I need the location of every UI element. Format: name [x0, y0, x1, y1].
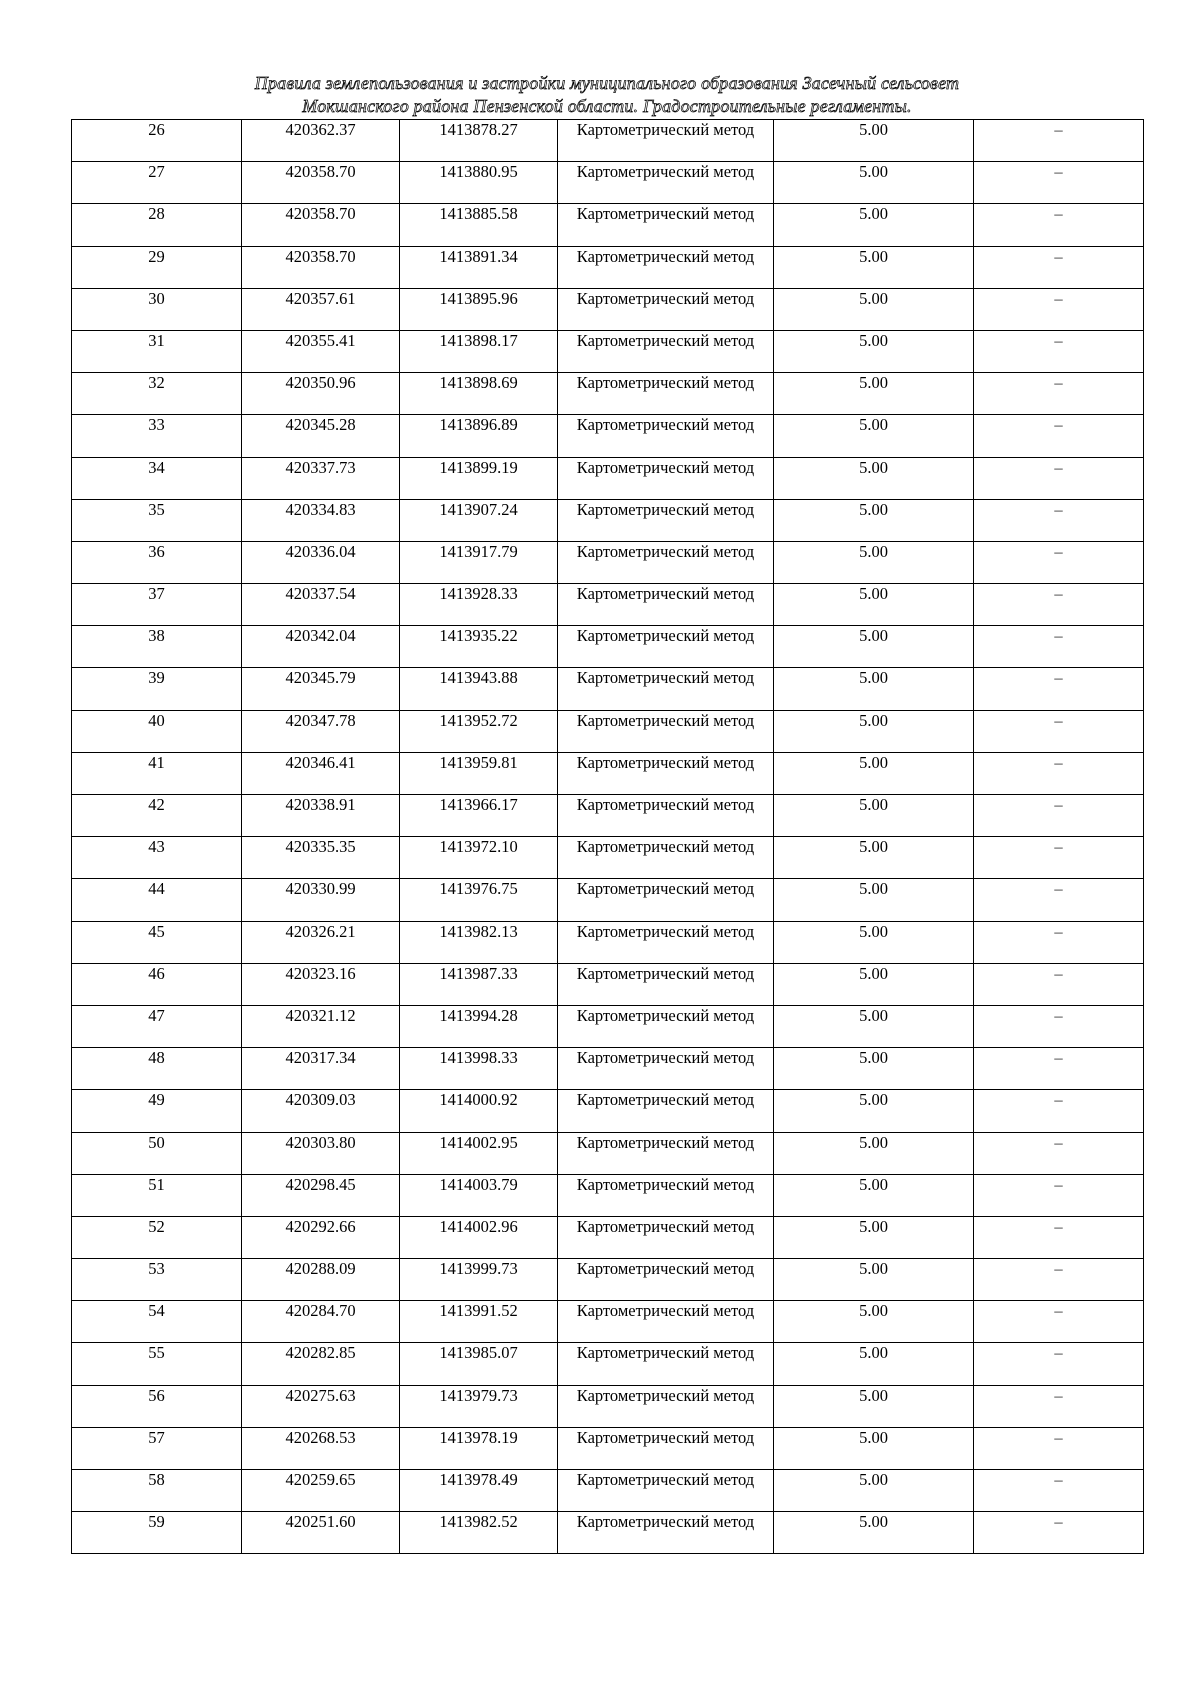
y-coordinate-cell: 1413999.73 — [400, 1259, 558, 1301]
method-cell: Картометрический метод — [558, 584, 774, 626]
point-number-cell: 36 — [72, 541, 242, 583]
x-coordinate-cell: 420330.99 — [242, 879, 400, 921]
note-cell: – — [974, 1090, 1144, 1132]
method-cell: Картометрический метод — [558, 1301, 774, 1343]
accuracy-cell: 5.00 — [774, 373, 974, 415]
y-coordinate-cell: 1413935.22 — [400, 626, 558, 668]
point-number-cell: 41 — [72, 752, 242, 794]
note-cell: – — [974, 1174, 1144, 1216]
table-row — [72, 1343, 1144, 1385]
note-cell: – — [974, 1005, 1144, 1047]
y-coordinate-cell: 1413998.33 — [400, 1048, 558, 1090]
note-cell: – — [974, 457, 1144, 499]
table-row — [72, 1512, 1144, 1554]
accuracy-cell: 5.00 — [774, 1301, 974, 1343]
accuracy-cell: 5.00 — [774, 879, 974, 921]
note-cell: – — [974, 120, 1144, 162]
x-coordinate-cell: 420358.70 — [242, 162, 400, 204]
x-coordinate-cell: 420317.34 — [242, 1048, 400, 1090]
point-number-cell: 52 — [72, 1216, 242, 1258]
y-coordinate-cell: 1413987.33 — [400, 963, 558, 1005]
x-coordinate-cell: 420357.61 — [242, 288, 400, 330]
table-row — [72, 415, 1144, 457]
coordinates-table — [71, 119, 1144, 1554]
accuracy-cell: 5.00 — [774, 1512, 974, 1554]
method-cell: Картометрический метод — [558, 1048, 774, 1090]
x-coordinate-cell: 420326.21 — [242, 921, 400, 963]
point-number-cell: 32 — [72, 373, 242, 415]
method-cell: Картометрический метод — [558, 795, 774, 837]
x-coordinate-cell: 420323.16 — [242, 963, 400, 1005]
table-row — [72, 1301, 1144, 1343]
accuracy-cell: 5.00 — [774, 499, 974, 541]
accuracy-cell: 5.00 — [774, 837, 974, 879]
table-row — [72, 373, 1144, 415]
note-cell: – — [974, 1132, 1144, 1174]
y-coordinate-cell: 1414002.96 — [400, 1216, 558, 1258]
method-cell: Картометрический метод — [558, 288, 774, 330]
point-number-cell: 48 — [72, 1048, 242, 1090]
method-cell: Картометрический метод — [558, 162, 774, 204]
accuracy-cell: 5.00 — [774, 1343, 974, 1385]
method-cell: Картометрический метод — [558, 1512, 774, 1554]
method-cell: Картометрический метод — [558, 921, 774, 963]
table-row — [72, 1048, 1144, 1090]
y-coordinate-cell: 1413895.96 — [400, 288, 558, 330]
note-cell: – — [974, 415, 1144, 457]
y-coordinate-cell: 1413959.81 — [400, 752, 558, 794]
y-coordinate-cell: 1413979.73 — [400, 1385, 558, 1427]
note-cell: – — [974, 668, 1144, 710]
method-cell: Картометрический метод — [558, 1005, 774, 1047]
accuracy-cell: 5.00 — [774, 921, 974, 963]
x-coordinate-cell: 420309.03 — [242, 1090, 400, 1132]
page-header-line-1: Правила землепользования и застройки муниципального образования Засечный сельсовет — [254, 73, 960, 93]
point-number-cell: 43 — [72, 837, 242, 879]
point-number-cell: 39 — [72, 668, 242, 710]
table-row — [72, 668, 1144, 710]
accuracy-cell: 5.00 — [774, 963, 974, 1005]
point-number-cell: 26 — [72, 120, 242, 162]
table-row — [72, 162, 1144, 204]
note-cell: – — [974, 1512, 1144, 1554]
x-coordinate-cell: 420350.96 — [242, 373, 400, 415]
note-cell: – — [974, 162, 1144, 204]
note-cell: – — [974, 541, 1144, 583]
note-cell: – — [974, 1048, 1144, 1090]
x-coordinate-cell: 420345.28 — [242, 415, 400, 457]
y-coordinate-cell: 1413917.79 — [400, 541, 558, 583]
note-cell: – — [974, 584, 1144, 626]
note-cell: – — [974, 499, 1144, 541]
table-row — [72, 1005, 1144, 1047]
accuracy-cell: 5.00 — [774, 541, 974, 583]
point-number-cell: 44 — [72, 879, 242, 921]
y-coordinate-cell: 1413978.19 — [400, 1427, 558, 1469]
note-cell: – — [974, 963, 1144, 1005]
table-row — [72, 963, 1144, 1005]
method-cell: Картометрический метод — [558, 1343, 774, 1385]
x-coordinate-cell: 420275.63 — [242, 1385, 400, 1427]
point-number-cell: 33 — [72, 415, 242, 457]
accuracy-cell: 5.00 — [774, 1174, 974, 1216]
method-cell: Картометрический метод — [558, 879, 774, 921]
point-number-cell: 46 — [72, 963, 242, 1005]
method-cell: Картометрический метод — [558, 1090, 774, 1132]
y-coordinate-cell: 1413891.34 — [400, 246, 558, 288]
accuracy-cell: 5.00 — [774, 1216, 974, 1258]
note-cell: – — [974, 373, 1144, 415]
point-number-cell: 30 — [72, 288, 242, 330]
method-cell: Картометрический метод — [558, 626, 774, 668]
method-cell: Картометрический метод — [558, 120, 774, 162]
point-number-cell: 40 — [72, 710, 242, 752]
point-number-cell: 59 — [72, 1512, 242, 1554]
x-coordinate-cell: 420338.91 — [242, 795, 400, 837]
accuracy-cell: 5.00 — [774, 1470, 974, 1512]
table-row — [72, 1090, 1144, 1132]
y-coordinate-cell: 1413994.28 — [400, 1005, 558, 1047]
x-coordinate-cell: 420337.54 — [242, 584, 400, 626]
method-cell: Картометрический метод — [558, 1470, 774, 1512]
point-number-cell: 31 — [72, 330, 242, 372]
x-coordinate-cell: 420321.12 — [242, 1005, 400, 1047]
method-cell: Картометрический метод — [558, 963, 774, 1005]
method-cell: Картометрический метод — [558, 1216, 774, 1258]
y-coordinate-cell: 1413972.10 — [400, 837, 558, 879]
x-coordinate-cell: 420358.70 — [242, 204, 400, 246]
note-cell: – — [974, 752, 1144, 794]
table-row — [72, 120, 1144, 162]
method-cell: Картометрический метод — [558, 499, 774, 541]
y-coordinate-cell: 1413985.07 — [400, 1343, 558, 1385]
y-coordinate-cell: 1413928.33 — [400, 584, 558, 626]
point-number-cell: 57 — [72, 1427, 242, 1469]
x-coordinate-cell: 420358.70 — [242, 246, 400, 288]
point-number-cell: 49 — [72, 1090, 242, 1132]
table-row — [72, 457, 1144, 499]
method-cell: Картометрический метод — [558, 1385, 774, 1427]
method-cell: Картометрический метод — [558, 1259, 774, 1301]
method-cell: Картометрический метод — [558, 541, 774, 583]
x-coordinate-cell: 420298.45 — [242, 1174, 400, 1216]
accuracy-cell: 5.00 — [774, 120, 974, 162]
method-cell: Картометрический метод — [558, 837, 774, 879]
y-coordinate-cell: 1413896.89 — [400, 415, 558, 457]
y-coordinate-cell: 1414003.79 — [400, 1174, 558, 1216]
x-coordinate-cell: 420282.85 — [242, 1343, 400, 1385]
table-row — [72, 541, 1144, 583]
y-coordinate-cell: 1413966.17 — [400, 795, 558, 837]
table-row — [72, 330, 1144, 372]
x-coordinate-cell: 420284.70 — [242, 1301, 400, 1343]
accuracy-cell: 5.00 — [774, 584, 974, 626]
method-cell: Картометрический метод — [558, 1174, 774, 1216]
point-number-cell: 37 — [72, 584, 242, 626]
note-cell: – — [974, 837, 1144, 879]
point-number-cell: 58 — [72, 1470, 242, 1512]
note-cell: – — [974, 710, 1144, 752]
table-row — [72, 1259, 1144, 1301]
method-cell: Картометрический метод — [558, 668, 774, 710]
accuracy-cell: 5.00 — [774, 246, 974, 288]
accuracy-cell: 5.00 — [774, 457, 974, 499]
accuracy-cell: 5.00 — [774, 1132, 974, 1174]
y-coordinate-cell: 1413898.69 — [400, 373, 558, 415]
note-cell: – — [974, 1385, 1144, 1427]
point-number-cell: 35 — [72, 499, 242, 541]
y-coordinate-cell: 1413885.58 — [400, 204, 558, 246]
x-coordinate-cell: 420355.41 — [242, 330, 400, 372]
point-number-cell: 42 — [72, 795, 242, 837]
page-header — [72, 72, 1142, 118]
point-number-cell: 34 — [72, 457, 242, 499]
y-coordinate-cell: 1413907.24 — [400, 499, 558, 541]
accuracy-cell: 5.00 — [774, 1427, 974, 1469]
accuracy-cell: 5.00 — [774, 1385, 974, 1427]
point-number-cell: 45 — [72, 921, 242, 963]
x-coordinate-cell: 420342.04 — [242, 626, 400, 668]
accuracy-cell: 5.00 — [774, 330, 974, 372]
y-coordinate-cell: 1413991.52 — [400, 1301, 558, 1343]
y-coordinate-cell: 1413982.52 — [400, 1512, 558, 1554]
note-cell: – — [974, 879, 1144, 921]
x-coordinate-cell: 420336.04 — [242, 541, 400, 583]
y-coordinate-cell: 1413982.13 — [400, 921, 558, 963]
point-number-cell: 51 — [72, 1174, 242, 1216]
accuracy-cell: 5.00 — [774, 204, 974, 246]
table-row — [72, 921, 1144, 963]
point-number-cell: 54 — [72, 1301, 242, 1343]
table-row — [72, 1174, 1144, 1216]
table-row — [72, 1470, 1144, 1512]
y-coordinate-cell: 1413976.75 — [400, 879, 558, 921]
note-cell: – — [974, 246, 1144, 288]
table-row — [72, 1216, 1144, 1258]
y-coordinate-cell: 1413978.49 — [400, 1470, 558, 1512]
method-cell: Картометрический метод — [558, 457, 774, 499]
note-cell: – — [974, 626, 1144, 668]
x-coordinate-cell: 420347.78 — [242, 710, 400, 752]
accuracy-cell: 5.00 — [774, 1048, 974, 1090]
table-row — [72, 288, 1144, 330]
accuracy-cell: 5.00 — [774, 795, 974, 837]
note-cell: – — [974, 795, 1144, 837]
note-cell: – — [974, 1470, 1144, 1512]
note-cell: – — [974, 204, 1144, 246]
accuracy-cell: 5.00 — [774, 162, 974, 204]
accuracy-cell: 5.00 — [774, 626, 974, 668]
point-number-cell: 47 — [72, 1005, 242, 1047]
accuracy-cell: 5.00 — [774, 752, 974, 794]
x-coordinate-cell: 420335.35 — [242, 837, 400, 879]
accuracy-cell: 5.00 — [774, 668, 974, 710]
table-row — [72, 204, 1144, 246]
table-row — [72, 584, 1144, 626]
note-cell: – — [974, 1216, 1144, 1258]
x-coordinate-cell: 420362.37 — [242, 120, 400, 162]
accuracy-cell: 5.00 — [774, 1090, 974, 1132]
method-cell: Картометрический метод — [558, 710, 774, 752]
coordinates-table-body — [72, 120, 1144, 1554]
x-coordinate-cell: 420345.79 — [242, 668, 400, 710]
point-number-cell: 38 — [72, 626, 242, 668]
table-row — [72, 752, 1144, 794]
table-row — [72, 246, 1144, 288]
table-row — [72, 795, 1144, 837]
point-number-cell: 27 — [72, 162, 242, 204]
x-coordinate-cell: 420334.83 — [242, 499, 400, 541]
table-row — [72, 626, 1144, 668]
method-cell: Картометрический метод — [558, 415, 774, 457]
table-row — [72, 499, 1144, 541]
table-row — [72, 1132, 1144, 1174]
note-cell: – — [974, 330, 1144, 372]
table-row — [72, 1385, 1144, 1427]
note-cell: – — [974, 921, 1144, 963]
x-coordinate-cell: 420259.65 — [242, 1470, 400, 1512]
page-header-line-2: Мокшанского района Пензенской области. Градостроительные регламенты. — [302, 96, 912, 116]
x-coordinate-cell: 420251.60 — [242, 1512, 400, 1554]
table-row — [72, 710, 1144, 752]
y-coordinate-cell: 1413898.17 — [400, 330, 558, 372]
method-cell: Картометрический метод — [558, 204, 774, 246]
x-coordinate-cell: 420346.41 — [242, 752, 400, 794]
note-cell: – — [974, 1427, 1144, 1469]
method-cell: Картометрический метод — [558, 373, 774, 415]
method-cell: Картометрический метод — [558, 1427, 774, 1469]
point-number-cell: 56 — [72, 1385, 242, 1427]
note-cell: – — [974, 1343, 1144, 1385]
y-coordinate-cell: 1413880.95 — [400, 162, 558, 204]
y-coordinate-cell: 1413899.19 — [400, 457, 558, 499]
note-cell: – — [974, 288, 1144, 330]
accuracy-cell: 5.00 — [774, 1259, 974, 1301]
point-number-cell: 29 — [72, 246, 242, 288]
method-cell: Картометрический метод — [558, 1132, 774, 1174]
y-coordinate-cell: 1414002.95 — [400, 1132, 558, 1174]
x-coordinate-cell: 420268.53 — [242, 1427, 400, 1469]
table-row — [72, 837, 1144, 879]
method-cell: Картометрический метод — [558, 246, 774, 288]
x-coordinate-cell: 420303.80 — [242, 1132, 400, 1174]
accuracy-cell: 5.00 — [774, 288, 974, 330]
point-number-cell: 53 — [72, 1259, 242, 1301]
y-coordinate-cell: 1413943.88 — [400, 668, 558, 710]
y-coordinate-cell: 1413878.27 — [400, 120, 558, 162]
method-cell: Картометрический метод — [558, 752, 774, 794]
point-number-cell: 28 — [72, 204, 242, 246]
note-cell: – — [974, 1301, 1144, 1343]
x-coordinate-cell: 420288.09 — [242, 1259, 400, 1301]
y-coordinate-cell: 1413952.72 — [400, 710, 558, 752]
point-number-cell: 50 — [72, 1132, 242, 1174]
x-coordinate-cell: 420292.66 — [242, 1216, 400, 1258]
x-coordinate-cell: 420337.73 — [242, 457, 400, 499]
accuracy-cell: 5.00 — [774, 415, 974, 457]
table-row — [72, 1427, 1144, 1469]
note-cell: – — [974, 1259, 1144, 1301]
y-coordinate-cell: 1414000.92 — [400, 1090, 558, 1132]
accuracy-cell: 5.00 — [774, 1005, 974, 1047]
table-row — [72, 879, 1144, 921]
point-number-cell: 55 — [72, 1343, 242, 1385]
accuracy-cell: 5.00 — [774, 710, 974, 752]
method-cell: Картометрический метод — [558, 330, 774, 372]
